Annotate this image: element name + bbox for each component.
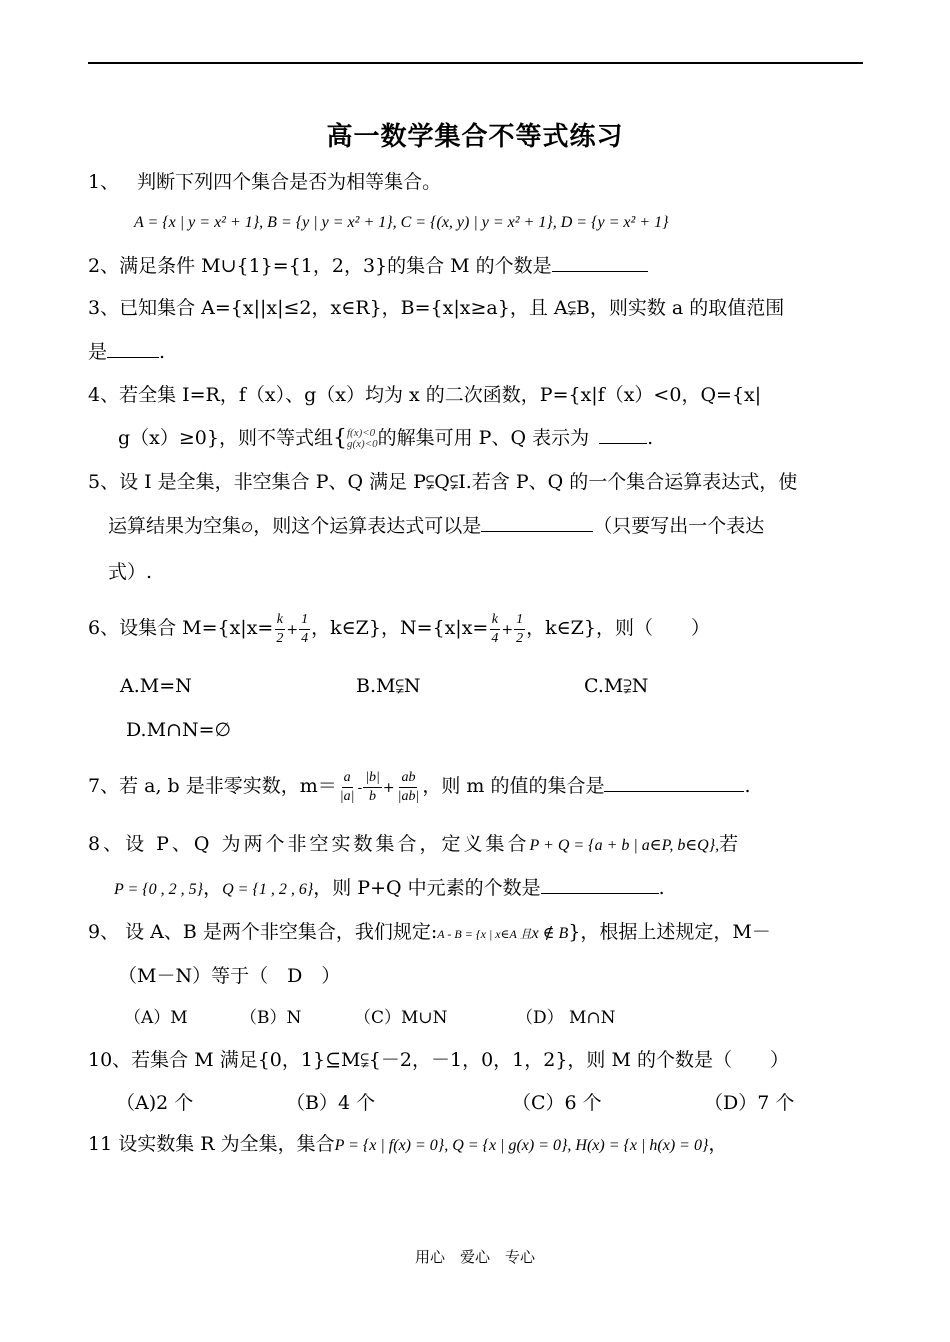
question-4-line-1: 4、若全集 I=R，f（x）、g（x）均为 x 的二次函数，P={x|f（x）<0，Q={x| xyxy=(88,384,762,406)
minus-sign: - xyxy=(357,780,363,796)
page-footer: 用心 爱心 专心 xyxy=(414,1248,535,1266)
period: . xyxy=(744,775,751,797)
period: . xyxy=(647,427,654,449)
question-7 xyxy=(88,766,751,808)
question-6-text: 6、设集合 M={x|x= xyxy=(88,617,274,639)
numerator: a xyxy=(342,769,353,788)
option-b[interactable]: B.M⫋N xyxy=(356,675,421,697)
system-row-2: g(x)<0 xyxy=(346,438,378,450)
plus-sign: + xyxy=(286,622,299,638)
question-6-text-2: ，k∈Z}，N={x|x= xyxy=(311,617,489,639)
option-d[interactable]: （D）7 个 xyxy=(704,1092,795,1114)
question-3-text: 是 xyxy=(88,341,108,363)
numerator: k xyxy=(275,611,285,630)
option-c[interactable]: （C）M∪N xyxy=(354,1008,448,1028)
question-1-number: 1、 xyxy=(88,171,120,193)
question-11 xyxy=(88,1130,727,1160)
answer-blank[interactable] xyxy=(107,339,159,358)
option-a[interactable]: A.M=N xyxy=(120,675,192,697)
fraction xyxy=(489,611,500,648)
question-11-text: 11 设实数集 R 为全集，集合 xyxy=(88,1133,335,1155)
sets-definition-formula: P = {x | f(x) = 0}, Q = {x | g(x) = 0}, H(x) = {x | h(x) = 0} xyxy=(334,1137,709,1154)
question-2-text: 2、满足条件 M∪{1}={1，2，3}的集合 M 的个数是 xyxy=(88,255,552,277)
question-8-text-3: ，则 P+Q 中元素的个数是 xyxy=(313,877,541,899)
option-b[interactable]: （B）4 个 xyxy=(286,1092,376,1114)
empty-set-symbol: ∅ xyxy=(241,520,254,536)
fraction xyxy=(299,611,310,648)
question-5-line-2 xyxy=(108,512,764,542)
question-9-text-2: }，根据上述规定，M－ xyxy=(568,921,771,943)
answer-blank[interactable] xyxy=(481,513,593,532)
set-q-formula: Q = {1 , 2 , 6} xyxy=(222,881,314,898)
fraction xyxy=(396,769,422,806)
option-c[interactable]: （C）6 个 xyxy=(512,1092,602,1114)
question-5-line-3: 式）. xyxy=(108,561,153,583)
numerator: k xyxy=(490,611,500,630)
option-a[interactable]: （A）M xyxy=(124,1008,188,1028)
difference-set-definition: A - B = {x | x∈A 且 xyxy=(437,927,532,941)
denominator: 4 xyxy=(301,630,309,646)
question-5-text-3: （只要写出一个表达 xyxy=(593,515,765,537)
question-3-line-1: 3、已知集合 A={x||x|≤2，x∈R}，B={x|x≥a}，且 A⫋B，则实数 a 的取值范围 xyxy=(88,297,785,319)
fraction xyxy=(274,611,285,648)
numerator: ab xyxy=(399,769,417,788)
answer-blank[interactable] xyxy=(604,773,744,792)
system-row-1: f(x)<0 xyxy=(346,427,376,439)
set-p-formula: P = {0 , 2 , 5} xyxy=(114,881,204,898)
option-d[interactable]: （D） M∩N xyxy=(516,1008,616,1028)
denominator: b xyxy=(369,788,377,804)
option-b[interactable]: （B）N xyxy=(240,1008,302,1028)
question-6 xyxy=(88,608,710,650)
sum-set-definition: P + Q = {a + b | a∈P, b∈Q}, xyxy=(529,837,720,854)
brace-symbol: { xyxy=(332,426,347,451)
inequality-system xyxy=(347,428,378,450)
header-rule xyxy=(88,62,863,64)
answer-blank[interactable] xyxy=(541,875,659,894)
numerator: |b| xyxy=(363,769,382,788)
option-d[interactable]: D.M∩N=∅ xyxy=(126,719,232,741)
question-9-line-1 xyxy=(88,918,771,948)
question-5-line-1: 5、设 I 是全集，非空集合 P、Q 满足 P⫋Q⫋I.若含 P、Q 的一个集合运算表达式，使 xyxy=(88,471,798,493)
question-8-line-1 xyxy=(88,830,738,860)
question-4-line-2 xyxy=(118,424,653,453)
denominator: 2 xyxy=(276,630,284,646)
fraction xyxy=(338,769,357,806)
page-title: 高一数学集合不等式练习 xyxy=(326,122,624,152)
question-1-formula: A = {x | y = x² + 1}, B = {y | y = x² + 1}, C = {(x, y) | y = x² + 1}, D = {y = x² + 1} xyxy=(134,214,669,231)
question-5-text: 运算结果为空集 xyxy=(108,515,242,537)
question-9-text: 9、 设 A、B 是两个非空集合，我们规定: xyxy=(88,921,438,943)
answer-blank[interactable] xyxy=(599,425,647,444)
question-1 xyxy=(88,168,441,196)
fraction xyxy=(363,769,382,806)
question-9-line-2: （M－N）等于（ D ） xyxy=(118,965,341,987)
question-10-line-1: 10、若集合 M 满足{0，1}⊆M⫋{－2，－1，0，1，2}，则 M 的个数是（ ） xyxy=(88,1049,789,1071)
option-c[interactable]: C.M⫌N xyxy=(584,675,649,697)
denominator: 4 xyxy=(491,630,499,646)
question-7-text-2: ，则 m 的值的集合是 xyxy=(422,775,605,797)
answer-blank[interactable] xyxy=(552,253,648,272)
period: . xyxy=(159,341,166,363)
question-5-text-2: ，则这个运算表达式可以是 xyxy=(253,515,482,537)
question-8-text: 8、设 P、Q 为两个非空实数集合，定义集合 xyxy=(88,833,530,855)
numerator: 1 xyxy=(299,611,310,630)
plus-sign: + xyxy=(501,622,514,638)
question-3-line-2 xyxy=(88,338,165,366)
question-8-text-2: 若 xyxy=(719,833,739,855)
not-element-formula: x ∉ B xyxy=(531,925,569,942)
denominator: 2 xyxy=(516,630,524,646)
comma: ， xyxy=(708,1133,728,1155)
denominator: |a| xyxy=(339,788,355,804)
denominator: |ab| xyxy=(397,788,420,804)
question-4-text: g（x）≥0}，则不等式组 xyxy=(118,427,333,449)
period: . xyxy=(658,877,665,899)
question-1-text: 判断下列四个集合是否为相等集合。 xyxy=(137,171,442,193)
question-8-line-2: P = {0 , 2 , 5}，Q = {1 , 2 , 6}，则 P+Q 中元素的个数是 . xyxy=(114,877,665,899)
numerator: 1 xyxy=(514,611,525,630)
option-a[interactable]: （A)2 个 xyxy=(116,1092,194,1114)
question-6-text-3: ，k∈Z}，则（ ） xyxy=(526,617,710,639)
fraction xyxy=(514,611,525,648)
plus-sign: + xyxy=(382,780,395,796)
question-4-text-2: 的解集可用 P、Q 表示为 xyxy=(377,427,590,449)
question-2 xyxy=(88,252,648,280)
question-7-text: 7、若 a, b 是非零实数，m＝ xyxy=(88,775,337,797)
